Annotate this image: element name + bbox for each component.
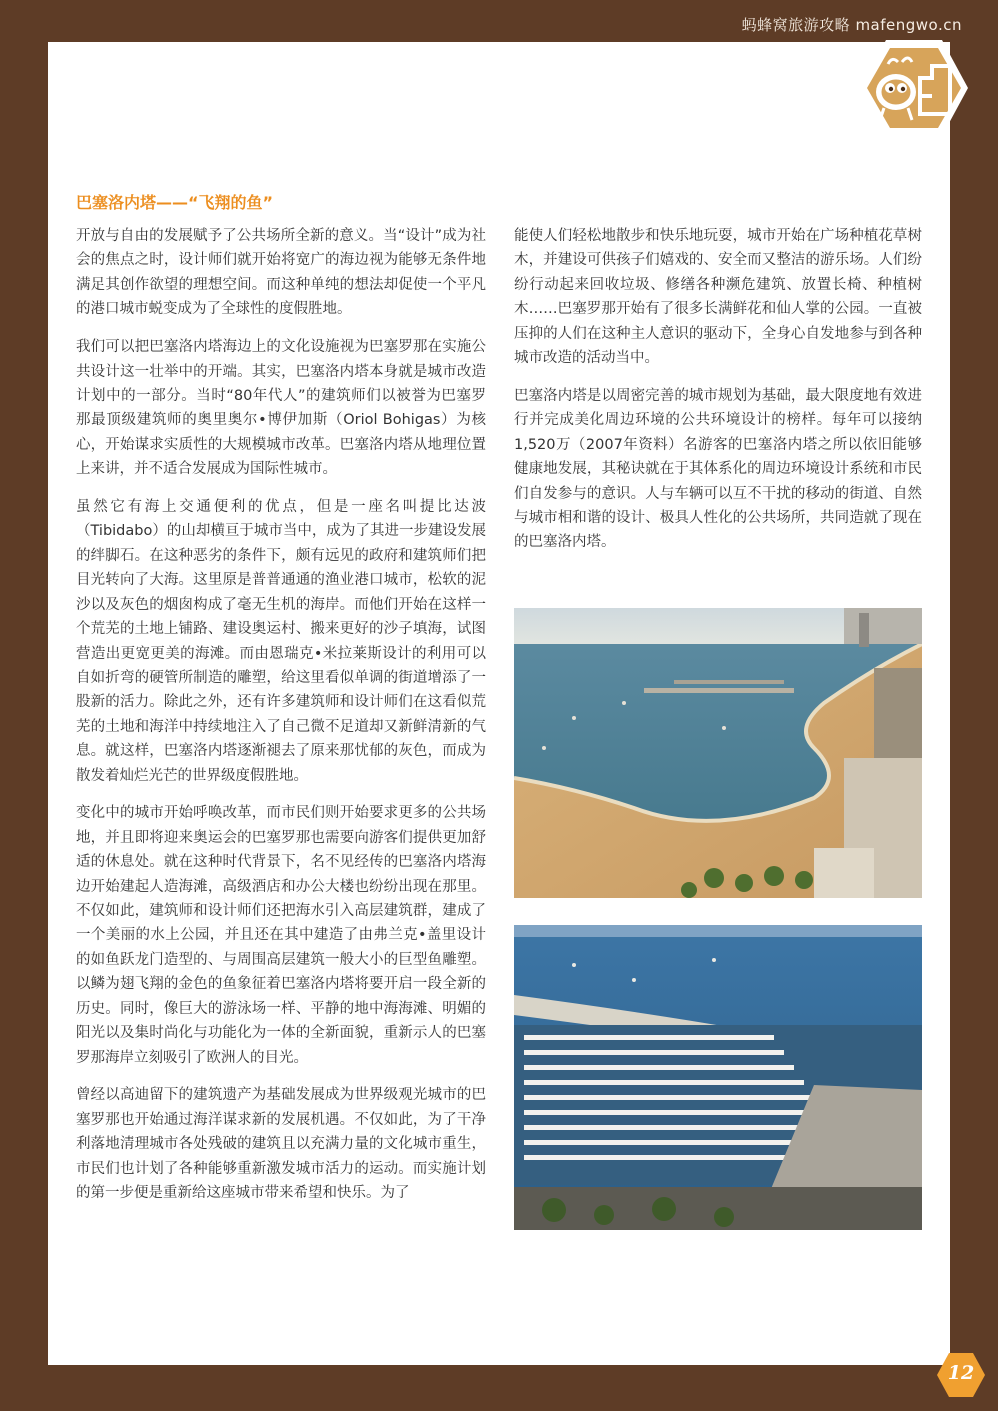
section-title: 巴塞洛内塔——“飞翔的鱼”	[76, 193, 274, 212]
paragraph: 曾经以高迪留下的建筑遗产为基础发展成为世界级观光城市的巴塞罗那也开始通过海洋谋求新的发展机遇。不仅如此，为了干净利落地清理城市各处残破的建筑且以充满力量的文化城市重生，市民们也计划了各种能够重新激发城市活力的运动。而实施计划的第一步便是重新给这座城市带来希望和快乐。为了	[76, 1087, 486, 1202]
paragraph: 巴塞洛内塔是以周密完善的城市规划为基础，最大限度地有效进行并完成美化周边环境的公共环境设计的榜样。每年可以接纳1,520万（2007年资料）名游客的巴塞洛内塔之所以依旧能够健康地发展，其秘诀就在于其体系化的周边环境设计系统和市民们自发参与的意识。人与车辆可以互不干扰的移动的街道、自然与城市相和谐的设计、极具人性化的公共场所，共同造就了现在的巴塞洛内塔。	[514, 387, 922, 551]
mafengwo-logo-icon	[858, 38, 970, 138]
left-column	[76, 224, 486, 1219]
site-header: 蚂蜂窝旅游攻略 mafengwo.cn	[741, 16, 962, 34]
paragraph: 变化中的城市开始呼唤改革，而市民们则开始要求更多的公共场地，并且即将迎来奥运会的巴塞罗那也需要向游客们提供更加舒适的休息处。就在这种时代背景下，名不见经传的巴塞洛内塔海边开始建起人造海滩，高级酒店和办公大楼也纷纷出现在那里。不仅如此，建筑师和设计师们还把海水引入高层建筑群，建成了一个美丽的水上公园，并且还在其中建造了由弗兰克•盖里设计的如鱼跃龙门造型的、与周围高层建筑一般大小的巨型鱼雕塑。以鳞为翅飞翔的金色的鱼象征着巴塞洛内塔将要开启一段全新的历史。同时，像巨大的游泳场一样、平静的地中海海滩、明媚的阳光以及集时尚化与功能化为一体的全新面貌，重新示人的巴塞罗那海岸立刻吸引了欧洲人的目光。	[76, 805, 486, 1066]
paragraph: 我们可以把巴塞洛内塔海边上的文化设施视为巴塞罗那在实施公共设计这一壮举中的开端。其实，巴塞洛内塔本身就是城市改造计划中的一部分。当时“80年代人”的建筑师们以被誉为巴塞罗那最顶级建筑师的奥里奥尔•博伊加斯（Oriol Bohigas）为核心，开始谋求实质性的大规模城市改革。巴塞洛内塔从地理位置上来讲，并不适合发展成为国际性城市。	[76, 339, 486, 478]
marina-aerial-photo	[514, 925, 922, 1230]
paragraph: 能使人们轻松地散步和快乐地玩耍，城市开始在广场种植花草树木，并建设可供孩子们嬉戏的、安全而又整洁的游乐场。人们纷纷行动起来回收垃圾、修缮各种濒危建筑、放置长椅、种植树木……巴塞罗那开始有了很多长满鲜花和仙人掌的公园。一直被压抑的人们在这种主人意识的驱动下，全身心自发地参与到各种城市改造的活动当中。	[514, 228, 922, 367]
paragraph: 开放与自由的发展赋予了公共场所全新的意义。当“设计”成为社会的焦点之时，设计师们就开始将宽广的海边视为能够无条件地满足其创作欲望的理想空间。而这种单纯的想法却促使一个平凡的港口城市蜕变成为了全球性的度假胜地。	[76, 228, 486, 318]
page-number: 12	[947, 1362, 975, 1384]
right-column	[514, 224, 922, 568]
paragraph: 虽然它有海上交通便利的优点，但是一座名叫提比达波（Tibidabo）的山却横亘于城市当中，成为了其进一步建设发展的绊脚石。在这种恶劣的条件下，颇有远见的政府和建筑师们把目光转向了大海。这里原是普普通通的渔业港口城市，松软的泥沙以及灰色的烟囱构成了毫无生机的海岸。而他们开始在这样一个荒芜的土地上铺路、建设奥运村、搬来更好的沙子填海，试图营造出更宽更美的海滩。而由恩瑞克•米拉莱斯设计的利用可以自如折弯的硬管所制造的雕塑，给这里看似单调的街道增添了一股新的活力。除此之外，还有许多建筑师和设计师们在这看似荒芜的土地和海洋中持续地注入了自己微不足道却又新鲜清新的气息。就这样，巴塞洛内塔逐渐褪去了原来那忧郁的灰色，而成为散发着灿烂光芒的世界级度假胜地。	[76, 499, 486, 784]
beach-aerial-photo	[514, 608, 922, 898]
